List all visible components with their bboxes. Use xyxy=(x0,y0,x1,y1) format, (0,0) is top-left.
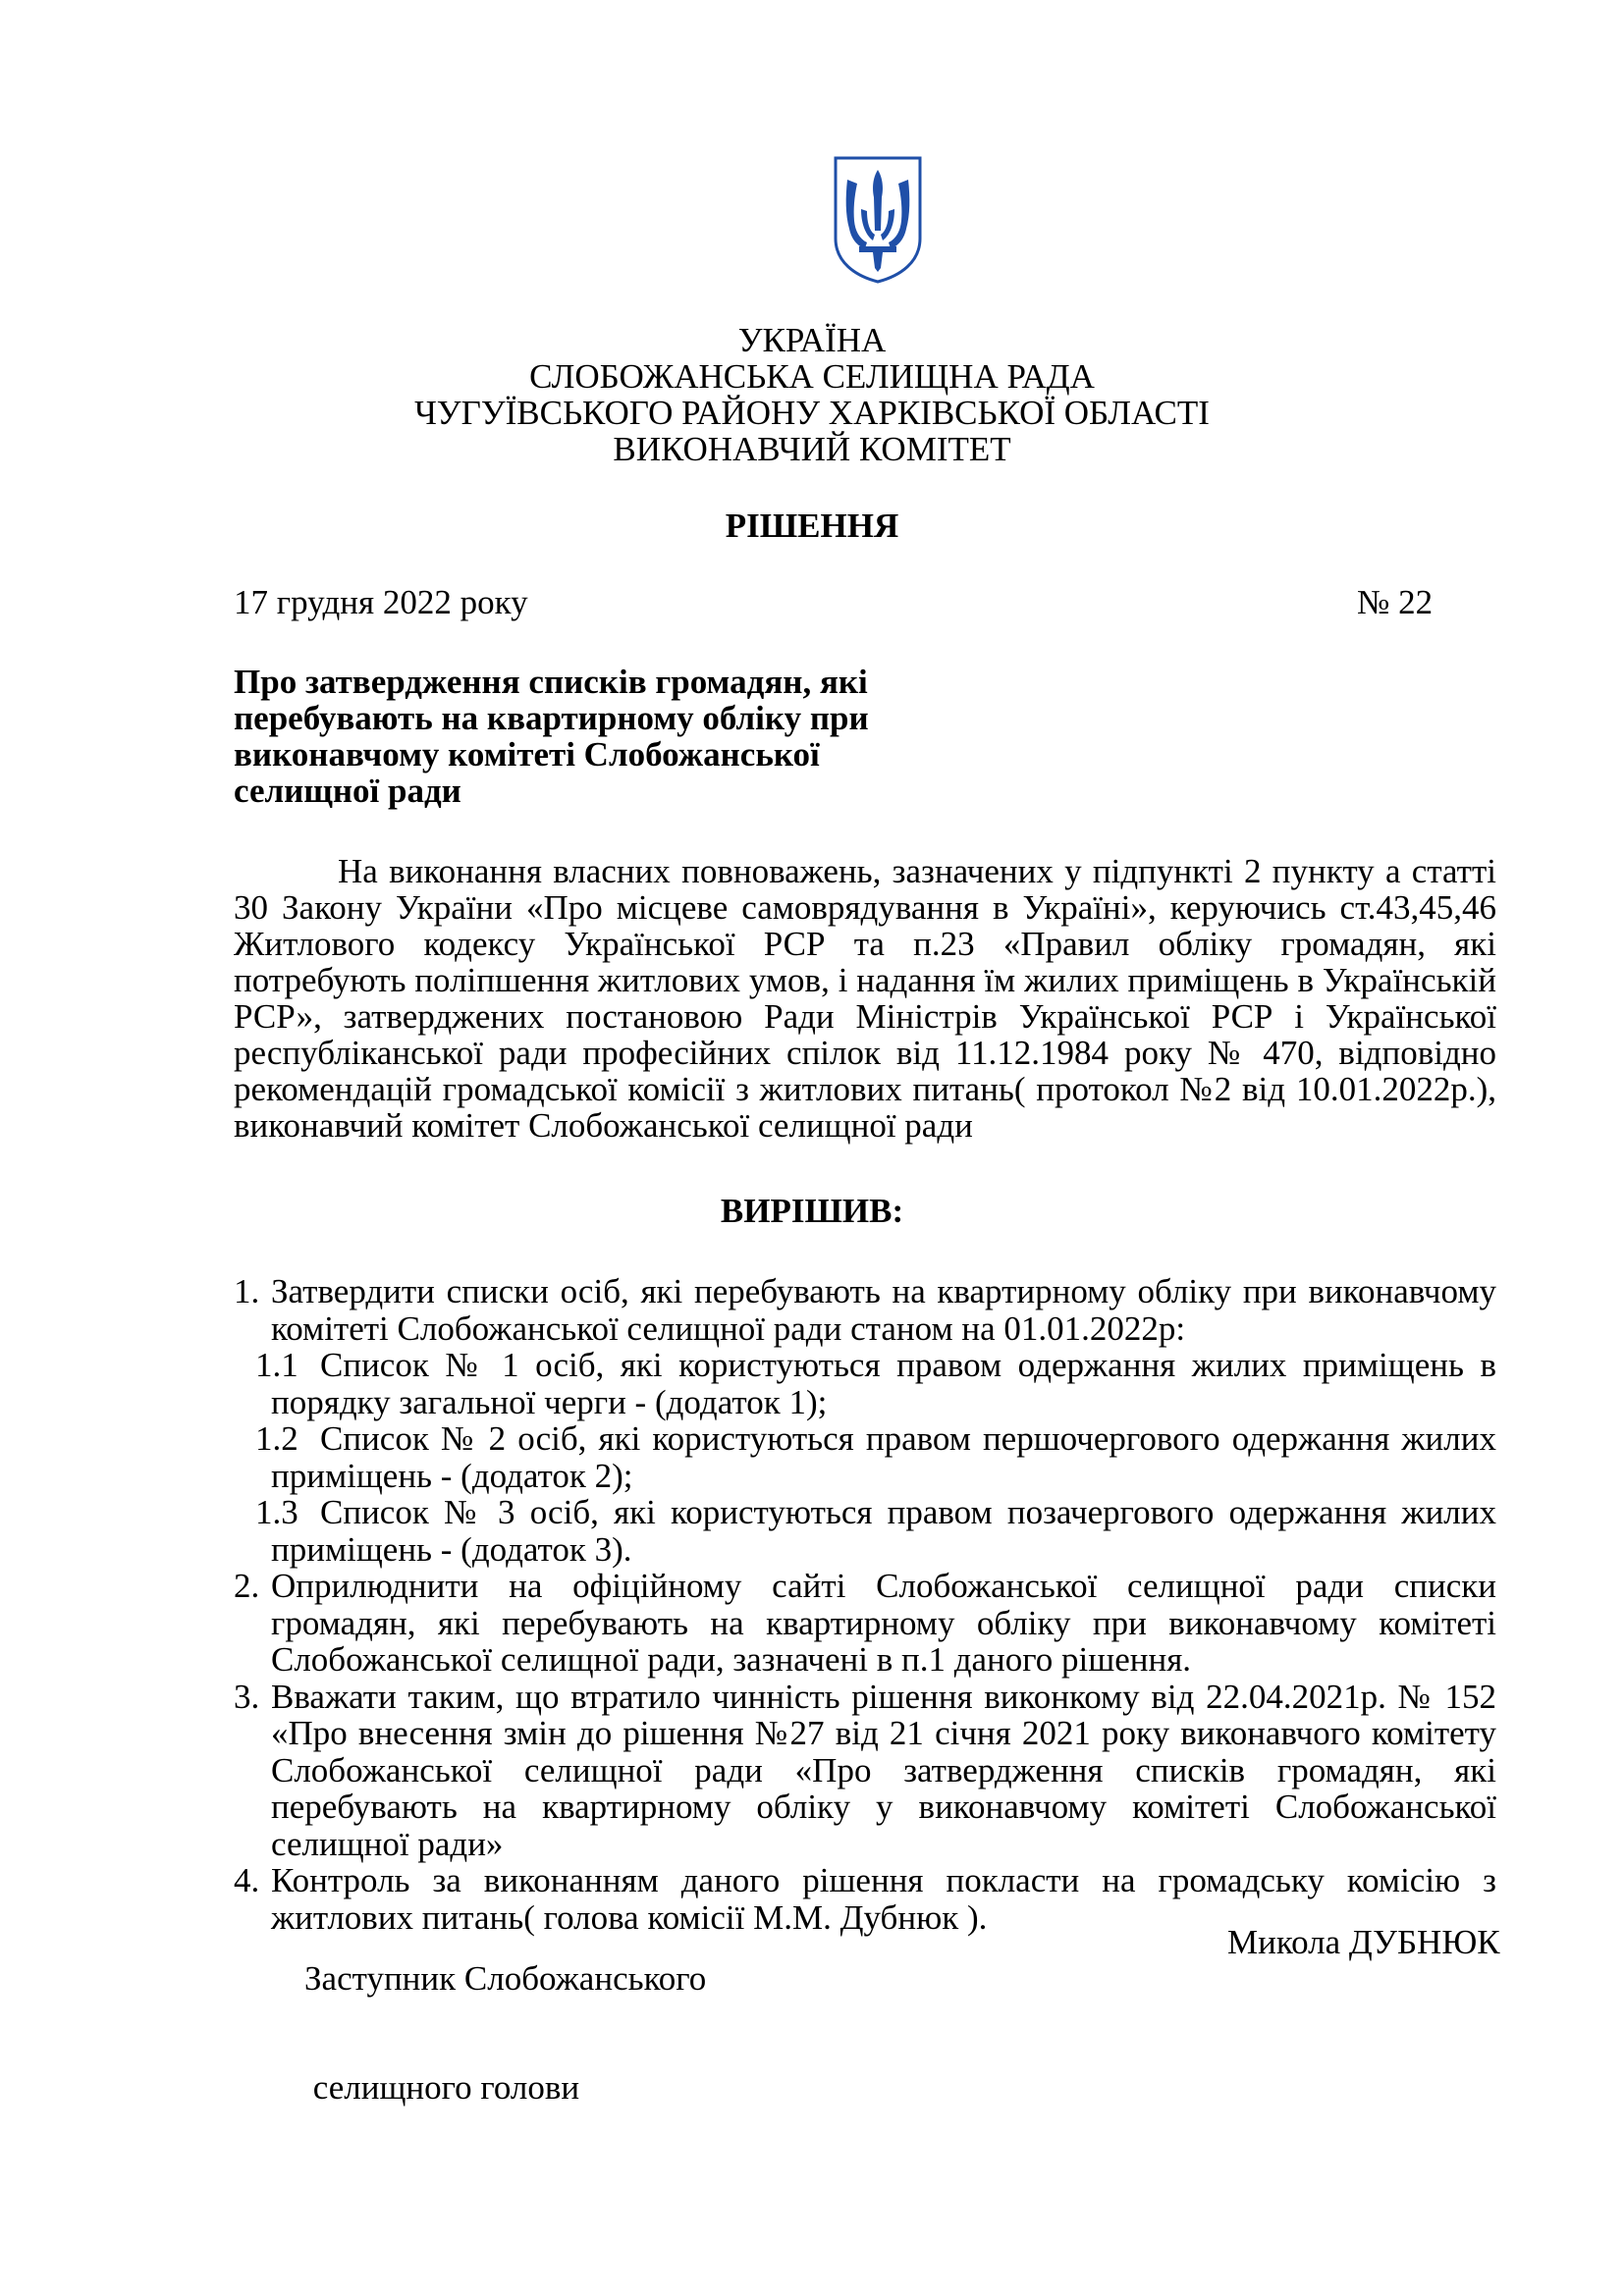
item-number: 3. xyxy=(234,1677,260,1716)
header-line-committee: ВИКОНАВЧИЙ КОМІТЕТ xyxy=(613,430,1011,468)
preamble-first-line: На виконання власних повноважень, зазначених у підпункті 2 пункту а статті xyxy=(338,852,1496,890)
sub-list-item xyxy=(234,1494,1496,1568)
subitem-number: 1.3 xyxy=(255,1493,298,1531)
list-item xyxy=(234,1273,1496,1347)
item-text: Контроль за виконанням даного рішення покласти на громадську комісію з житлових питань( голова комісії М.М. Дубнюк ). xyxy=(271,1861,1496,1937)
document-subject xyxy=(234,664,882,809)
item-number: 4. xyxy=(234,1861,260,1899)
list-item xyxy=(234,1679,1496,1863)
issuer-header xyxy=(0,322,1624,467)
item-text: Вважати таким, що втратило чинність рішення виконкому від 22.04.2021р. № 152 «Про внесення змін до рішення №27 від 21 січня 2021 року виконавчого комітету Слобожанської селищної ради «Про затвердження списків громадян, які перебувають на квартирному обліку у виконавчому комітеті Слобожанської селищної ради» xyxy=(271,1677,1496,1863)
document-title: РІШЕННЯ xyxy=(725,507,899,545)
subject-line: перебувають на квартирному обліку при xyxy=(234,699,869,737)
sub-list-item xyxy=(234,1420,1496,1494)
header-line-region: ЧУГУЇВСЬКОГО РАЙОНУ ХАРКІВСЬКОЇ ОБЛАСТІ xyxy=(414,394,1210,432)
subject-line: селищної ради xyxy=(234,772,461,810)
document-date: 17 грудня 2022 року xyxy=(234,583,528,621)
subitem-number: 1.2 xyxy=(255,1419,298,1458)
subject-line: виконавчому комітеті Слобожанської xyxy=(234,735,820,774)
signatory-position-line: селищного голови xyxy=(304,2068,580,2107)
trident-coat-of-arms-icon xyxy=(832,154,924,285)
decided-heading: ВИРІШИВ: xyxy=(720,1192,904,1230)
item-text: Затвердити списки осіб, які перебувають на квартирному обліку при виконавчому комітеті Слобожанської селищної ради станом на 01.01.2022р: xyxy=(271,1272,1496,1348)
preamble-paragraph xyxy=(234,853,1496,1144)
signatory-name: Микола ДУБНЮК xyxy=(1227,1923,1500,1961)
signatory-position-line: Заступник Слобожанського xyxy=(304,1959,707,1998)
subitem-text: Список № 3 осіб, які користуються правом позачергового одержання жилих приміщень - (додаток 3). xyxy=(271,1493,1496,1569)
item-text: Оприлюднити на офіційному сайті Слобожанської селищної ради списки громадян, які перебувають на квартирному обліку при виконавчому комітеті Слобожанської селищної ради, зазначені в п.1 даного рішення. xyxy=(271,1567,1496,1679)
decision-list xyxy=(234,1273,1496,1936)
document-number: № 22 xyxy=(1357,583,1434,621)
subject-line: Про затвердження списків громадян, які xyxy=(234,663,868,701)
preamble-body: 30 Закону України «Про місцеве самоврядування в Україні», керуючись ст.43,45,46 Житлового кодексу Української РСР та п.23 «Правил обліку громадян, які потребують поліпшення житлових умов, і надання їм жилих приміщень в Українській РСР», затверджених постановою Ради Міністрів Української РСР і Української республіканської ради професійних спілок від 11.12.1984 року № 470, відповідно рекомендацій громадської комісії з житлових питань( протокол №2 від 10.01.2022р.), виконавчий комітет Слобожанської селищної ради xyxy=(234,888,1496,1145)
signatory-position xyxy=(304,1888,706,2178)
subitem-text: Список № 1 осіб, які користуються правом одержання жилих приміщень в порядку загальної черги - (додаток 1); xyxy=(271,1346,1496,1421)
header-line-council: СЛОБОЖАНСЬКА СЕЛИЩНА РАДА xyxy=(529,357,1095,396)
item-number: 2. xyxy=(234,1567,260,1605)
subitem-number: 1.1 xyxy=(255,1346,298,1384)
list-item xyxy=(234,1568,1496,1679)
subitem-text: Список № 2 осіб, які користуються правом першочергового одержання жилих приміщень - (додаток 2); xyxy=(271,1419,1496,1495)
sub-list-item xyxy=(234,1347,1496,1420)
header-line-country: УКРАЇНА xyxy=(737,321,887,359)
item-number: 1. xyxy=(234,1272,260,1310)
